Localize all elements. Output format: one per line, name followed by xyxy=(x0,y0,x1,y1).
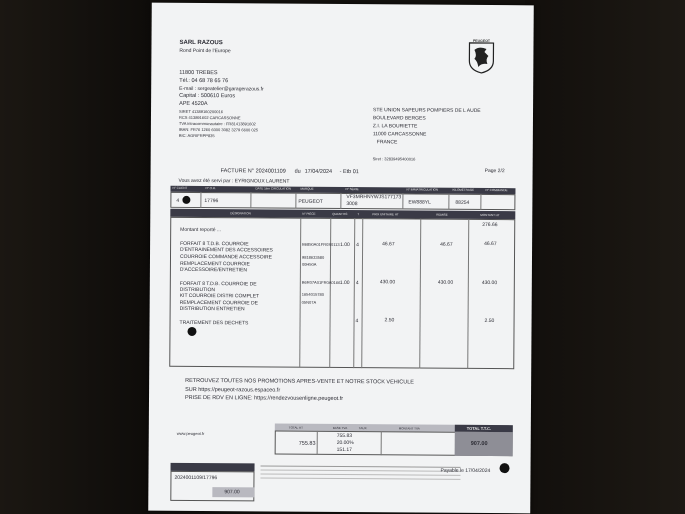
lh-designation: DÉSIGNATION xyxy=(230,211,251,216)
redaction-dot xyxy=(182,196,190,204)
line-ref: 1654015780 xyxy=(301,291,325,297)
line-designation: DISTRIBUTION xyxy=(179,286,216,294)
promo-line1: RETROUVEZ TOUTES NOS PROMOTIONS APRES-VENTE ET NOTRE STOCK VEHICULE xyxy=(185,377,414,386)
vh-date: DATE 1ère CIRCULATION xyxy=(255,186,292,191)
invoice-date: 17/04/2024 xyxy=(304,168,333,175)
tva-rate: 20.00% xyxy=(336,439,354,447)
seller-rcs: RCS 413891602 CARCASSONNE xyxy=(178,114,241,121)
invoice-site: - Etb 01 xyxy=(339,168,359,176)
total-ht: 755.83 xyxy=(298,440,316,447)
line-ref: B6R07A01FR0A0166 xyxy=(301,279,341,285)
line-ref: B6850A01FR0S0113 xyxy=(302,241,340,247)
line-designation: REMPLACEMENT COURROIE DE xyxy=(179,299,258,307)
line-discounted: 430.00 xyxy=(437,279,454,286)
invoice-sheet xyxy=(148,3,534,514)
line-designation: COURROIE COMMANDE ACCESSOIRE xyxy=(179,253,272,261)
line-designation: REMPLACEMENT COURROIE xyxy=(179,260,250,268)
seller-email: E-mail : sergeatelier@garagerazous.fr xyxy=(179,85,264,93)
seller-capital: Capital : 500610 Euros xyxy=(179,92,236,100)
seller-tel: Tél.: 04 68 78 65 76 xyxy=(179,77,229,85)
line-designation: KIT COURROIE DISTRI COMPLET xyxy=(179,292,260,300)
vh-immat: N° IMMATRICULATION xyxy=(406,187,439,192)
client-line1: STE UNION SAPEURS POMPIERS DE L AUDE xyxy=(373,107,481,114)
vh-or: N° O.R. xyxy=(205,186,216,191)
invoice-number: 2024001109 xyxy=(255,168,286,175)
line-total: 2.50 xyxy=(484,318,495,325)
lh-unit: PRIX UNITAIRE HT xyxy=(372,212,399,217)
redaction-dot xyxy=(500,463,510,473)
vehicle-km: 88254 xyxy=(455,199,470,206)
line-t: 4 xyxy=(355,280,359,287)
th-rate: TAUX xyxy=(358,426,367,431)
client-siret: Siret : 32839495400016 xyxy=(372,156,416,162)
background-right xyxy=(525,0,685,514)
invoice-date-label: du xyxy=(294,168,301,175)
line-ref: 05N07A xyxy=(301,299,317,305)
line-qty: 1.00 xyxy=(340,241,350,249)
line-unit: 2.50 xyxy=(384,317,395,324)
line-discounted: 46.67 xyxy=(440,241,453,248)
seller-name: SARL RAZOUS xyxy=(179,39,223,47)
vehicle-immat: EW888YL xyxy=(408,199,431,206)
vehicle-client-no: 4 xyxy=(176,197,180,204)
th-total-ht: TOTAL HT xyxy=(288,425,303,430)
vehicle-serie: VF3MRHNYWJS177173 xyxy=(346,194,402,201)
payable-date: Payable le 17/04/2024 xyxy=(440,467,491,475)
seller-ape: APE 4520A xyxy=(179,100,208,108)
line-t: 4 xyxy=(356,242,359,249)
promo-line2: SUR https://peugeot-razous.espaceo.fr xyxy=(185,386,281,394)
vh-client: N° CLIENT xyxy=(172,185,188,190)
vh-serie: N° SÉRIE xyxy=(345,187,359,192)
background-left xyxy=(0,0,150,514)
vh-brand: MARQUE xyxy=(300,186,314,191)
tva-base: 755.83 xyxy=(336,432,353,440)
vehicle-brand: PEUGEOT xyxy=(298,198,323,205)
seller-siret: SIRET 41389160200016 xyxy=(179,108,224,115)
invoice-number-label: FACTURE N° xyxy=(220,168,254,175)
line-ref: 00H50A xyxy=(301,261,317,267)
lh-total: MONTANT HT xyxy=(480,212,500,218)
client-line3: Z.I. LA BOURIETTE xyxy=(372,123,418,130)
carry-over-label: Montant reporté ... xyxy=(180,226,222,234)
line-total: 430.00 xyxy=(481,279,498,287)
stub-ref: 2024001109/17796 xyxy=(174,474,218,482)
vh-km: KILOMÉTRAGE xyxy=(452,187,475,192)
line-designation: FORFAIT 8 T.D.B. COURROIE xyxy=(180,240,249,248)
lh-t: T xyxy=(357,212,360,217)
lh-discount: REMISE xyxy=(436,212,448,217)
vehicle-or-no: 17796 xyxy=(204,198,219,205)
line-designation: D'ACCESSOIRE/ENTRETIEN xyxy=(179,266,248,274)
client-line4: 11000 CARCASSONNE xyxy=(372,131,427,138)
ttc-label: TOTAL T.T.C. xyxy=(466,425,492,432)
line-unit: 430.00 xyxy=(379,279,396,286)
line-designation: DISTRIBUTION ENTRETIEN xyxy=(179,305,245,313)
th-tva: MONTANT TVA xyxy=(398,426,420,431)
peugeot-lion-logo xyxy=(463,37,499,75)
line-qty: 1.00 xyxy=(339,279,350,287)
client-line2: BOULEVARD BERGES xyxy=(372,115,426,122)
vh-order: N° COMMANDE xyxy=(485,188,508,193)
carry-over-amount: 276.66 xyxy=(482,221,498,229)
seller-city: 11800 TREBES xyxy=(179,69,218,77)
line-designation: D'ENTRAINEMENT DES ACCESSOIRES xyxy=(180,246,273,254)
line-unit: 46.67 xyxy=(382,241,395,248)
redaction-dot xyxy=(187,327,196,336)
lh-ref: N° PIÈCE xyxy=(302,211,316,216)
served-by: Vous avez été servi par : EYRIGNOUX LAURENT xyxy=(178,177,290,185)
line-t: 4 xyxy=(355,318,359,325)
tva-amount: 151.17 xyxy=(336,446,352,454)
seller-iban: IBAN: FR76 1260 6000 3082 3279 6600 025 xyxy=(178,126,259,133)
line-total: 46.67 xyxy=(484,240,497,248)
seller-tva: TVA intracommunautaire : FR81413891602 xyxy=(178,120,256,127)
line-designation: TRAITEMENT DES DECHETS xyxy=(179,319,249,327)
th-base: BASE TVA xyxy=(332,425,348,431)
stub-amount: 907.00 xyxy=(224,489,240,496)
website: www.peugeot.fr xyxy=(176,430,205,437)
line-designation: FORFAIT 8 T.D.B. COURROIE DE xyxy=(179,280,257,288)
seller-bic: BIC: AGRIFRPP835 xyxy=(178,132,215,139)
lh-qty: QUANTITÉ xyxy=(332,211,348,217)
seller-address: Rond Point de l'Europe xyxy=(179,47,231,55)
client-line5: FRANCE xyxy=(376,139,398,146)
line-ref: 9818633580 xyxy=(301,254,325,260)
total-ttc: 907.00 xyxy=(470,440,488,448)
vehicle-model: 3008 xyxy=(346,201,358,208)
promo-line3: PRISE DE RDV EN LIGNE: https://rendezvousenligne.peugeot.fr xyxy=(184,394,344,403)
logo-wordmark: PEUGEOT xyxy=(472,38,491,44)
invoice-page: Page 2/2 xyxy=(484,168,505,175)
